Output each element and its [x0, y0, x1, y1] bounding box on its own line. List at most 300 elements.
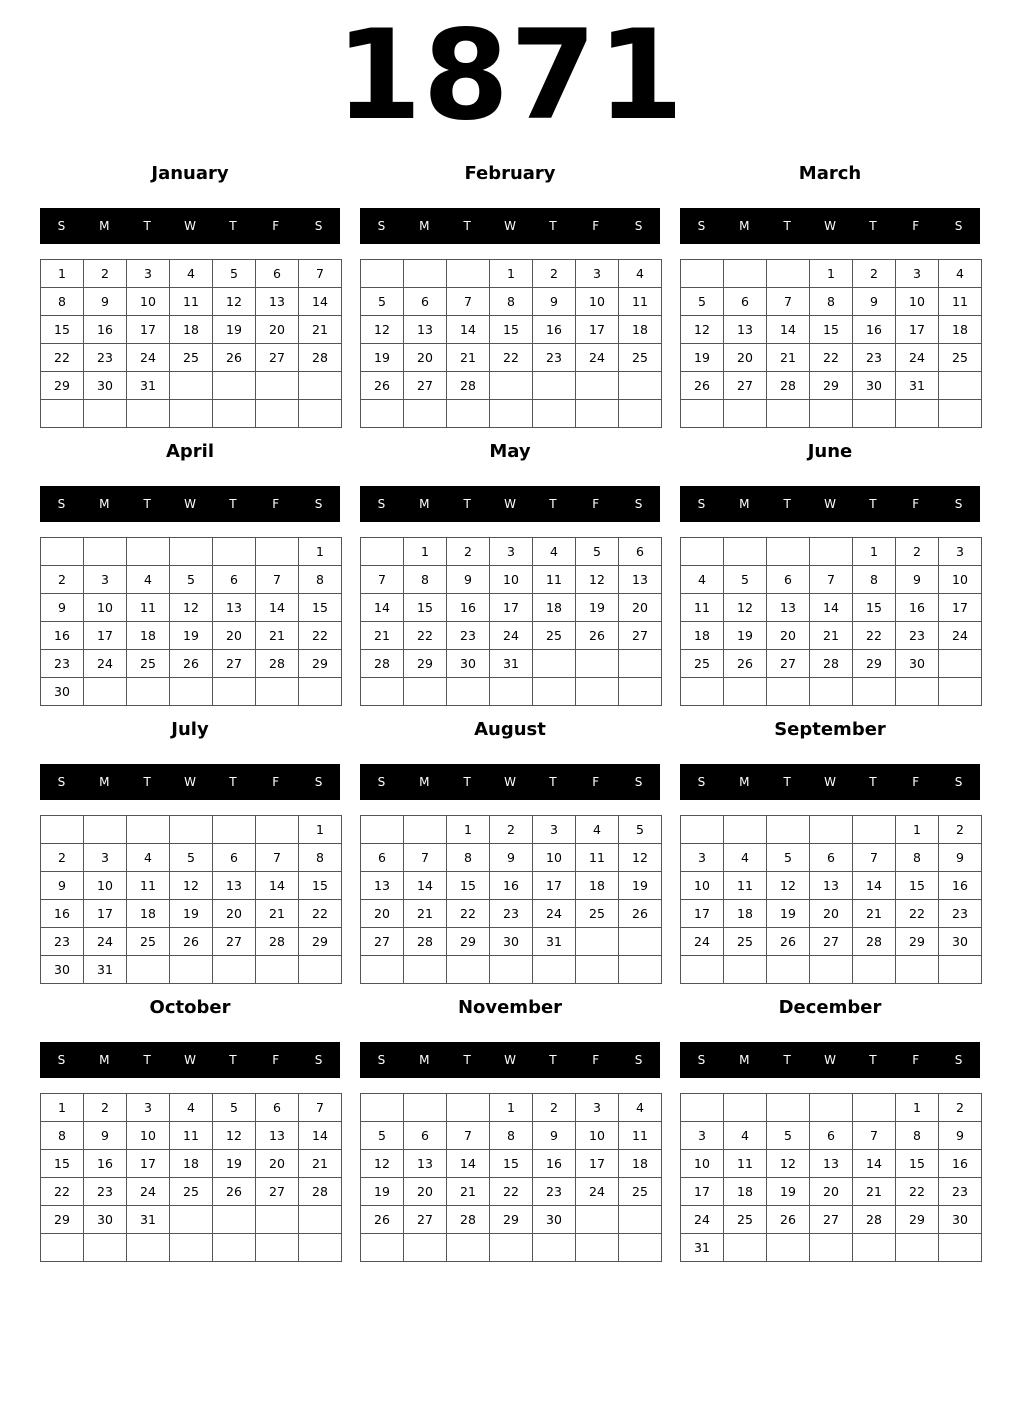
- day-cell: 2: [896, 538, 939, 566]
- day-cell: 10: [681, 1150, 724, 1178]
- day-cell: 5: [767, 844, 810, 872]
- day-cell: 9: [853, 288, 896, 316]
- week-row: [361, 316, 662, 344]
- day-cell: 27: [810, 928, 853, 956]
- empty-cell: [576, 400, 619, 428]
- week-row: [41, 650, 342, 678]
- weekday-label: T: [143, 497, 151, 511]
- week-row: [681, 316, 982, 344]
- day-cell: 17: [127, 1150, 170, 1178]
- week-row: [681, 622, 982, 650]
- weekday-header: [360, 764, 660, 800]
- day-cell: 10: [576, 288, 619, 316]
- weekday-label: F: [592, 497, 600, 511]
- day-cell: 5: [213, 260, 256, 288]
- day-cell: 10: [681, 872, 724, 900]
- day-cell: 30: [939, 928, 982, 956]
- weekday-label: T: [783, 219, 791, 233]
- week-row: [41, 344, 342, 372]
- weekday-label: T: [869, 775, 877, 789]
- day-cell: 12: [724, 594, 767, 622]
- week-row: [41, 566, 342, 594]
- day-cell: 16: [533, 1150, 576, 1178]
- weekday-label: T: [783, 1053, 791, 1067]
- empty-cell: [896, 678, 939, 706]
- day-cell: 27: [404, 1206, 447, 1234]
- empty-cell: [681, 538, 724, 566]
- day-cell: 20: [767, 622, 810, 650]
- day-cell: 31: [681, 1234, 724, 1262]
- day-cell: 2: [84, 1094, 127, 1122]
- week-row: [41, 1122, 342, 1150]
- day-cell: 10: [533, 844, 576, 872]
- week-row: [361, 1178, 662, 1206]
- day-cell: 31: [490, 650, 533, 678]
- weekday-label: W: [184, 497, 196, 511]
- day-cell: 8: [447, 844, 490, 872]
- day-cell: 12: [361, 316, 404, 344]
- day-cell: 24: [490, 622, 533, 650]
- day-cell: 25: [533, 622, 576, 650]
- day-cell: 20: [619, 594, 662, 622]
- day-cell: 10: [84, 594, 127, 622]
- week-row: [361, 1206, 662, 1234]
- day-cell: 23: [896, 622, 939, 650]
- weekday-header: [40, 208, 340, 244]
- day-cell: 1: [810, 260, 853, 288]
- day-cell: 22: [299, 900, 342, 928]
- day-cell: 24: [681, 1206, 724, 1234]
- day-cell: 21: [447, 1178, 490, 1206]
- day-cell: 18: [170, 316, 213, 344]
- weekday-label: T: [783, 775, 791, 789]
- day-cell: 22: [299, 622, 342, 650]
- day-cell: 26: [213, 344, 256, 372]
- weekday-label: S: [634, 775, 643, 789]
- month-name: April: [165, 441, 215, 462]
- day-cell: 15: [896, 1150, 939, 1178]
- weekday-label: W: [504, 497, 516, 511]
- day-cell: 16: [41, 622, 84, 650]
- day-cell: 19: [767, 900, 810, 928]
- empty-cell: [41, 538, 84, 566]
- day-cell: 18: [619, 1150, 662, 1178]
- empty-cell: [361, 538, 404, 566]
- weekday-label: S: [377, 775, 386, 789]
- day-cell: 14: [404, 872, 447, 900]
- day-cell: 11: [619, 1122, 662, 1150]
- day-cell: 6: [213, 844, 256, 872]
- day-cell: 3: [533, 816, 576, 844]
- empty-cell: [724, 678, 767, 706]
- weekday-label: S: [314, 497, 323, 511]
- day-grid: [40, 1093, 342, 1262]
- weekday-header: [360, 486, 660, 522]
- empty-cell: [810, 400, 853, 428]
- weekday-header: [680, 764, 980, 800]
- week-row: [41, 538, 342, 566]
- day-cell: 11: [619, 288, 662, 316]
- day-cell: 1: [404, 538, 447, 566]
- empty-cell: [619, 956, 662, 984]
- empty-cell: [447, 956, 490, 984]
- day-cell: 29: [404, 650, 447, 678]
- day-cell: 27: [810, 1206, 853, 1234]
- weekday-label: T: [463, 219, 471, 233]
- day-cell: 8: [404, 566, 447, 594]
- empty-cell: [84, 678, 127, 706]
- empty-cell: [533, 400, 576, 428]
- day-cell: 27: [256, 1178, 299, 1206]
- empty-cell: [170, 372, 213, 400]
- empty-cell: [213, 956, 256, 984]
- day-cell: 10: [490, 566, 533, 594]
- day-cell: 1: [896, 816, 939, 844]
- weekday-label: S: [697, 1053, 706, 1067]
- day-cell: 6: [213, 566, 256, 594]
- week-row: [361, 372, 662, 400]
- empty-cell: [447, 678, 490, 706]
- empty-cell: [447, 400, 490, 428]
- day-cell: 20: [404, 344, 447, 372]
- day-cell: 22: [447, 900, 490, 928]
- day-cell: 12: [213, 288, 256, 316]
- day-cell: 21: [853, 900, 896, 928]
- day-cell: 20: [810, 900, 853, 928]
- day-cell: 14: [810, 594, 853, 622]
- day-cell: 26: [361, 372, 404, 400]
- day-cell: 29: [447, 928, 490, 956]
- empty-cell: [681, 260, 724, 288]
- day-cell: 31: [127, 372, 170, 400]
- month-name: March: [798, 163, 862, 184]
- day-cell: 11: [576, 844, 619, 872]
- day-cell: 29: [896, 1206, 939, 1234]
- day-cell: 2: [41, 566, 84, 594]
- day-cell: 28: [447, 372, 490, 400]
- weekday-label: S: [314, 219, 323, 233]
- empty-cell: [619, 1206, 662, 1234]
- empty-cell: [404, 400, 447, 428]
- empty-cell: [213, 372, 256, 400]
- week-row: [361, 650, 662, 678]
- day-cell: 1: [299, 538, 342, 566]
- weekday-label: T: [549, 497, 557, 511]
- day-cell: 1: [41, 1094, 84, 1122]
- weekday-label: F: [592, 1053, 600, 1067]
- day-cell: 19: [576, 594, 619, 622]
- day-cell: 5: [724, 566, 767, 594]
- week-row: [361, 566, 662, 594]
- week-row: [681, 1094, 982, 1122]
- month-name: August: [474, 719, 546, 740]
- day-cell: 11: [533, 566, 576, 594]
- week-row: [681, 288, 982, 316]
- year-title: 1871: [335, 4, 685, 148]
- weekday-label: M: [99, 219, 110, 233]
- empty-cell: [490, 678, 533, 706]
- week-row: [41, 594, 342, 622]
- month-name: June: [807, 441, 853, 462]
- empty-cell: [299, 956, 342, 984]
- day-grid: [680, 815, 982, 984]
- empty-cell: [213, 678, 256, 706]
- empty-cell: [256, 816, 299, 844]
- day-cell: 3: [84, 566, 127, 594]
- day-cell: 27: [724, 372, 767, 400]
- day-cell: 21: [853, 1178, 896, 1206]
- day-cell: 6: [810, 1122, 853, 1150]
- day-cell: 13: [213, 594, 256, 622]
- day-cell: 21: [256, 900, 299, 928]
- empty-cell: [896, 400, 939, 428]
- day-cell: 30: [853, 372, 896, 400]
- day-cell: 23: [84, 344, 127, 372]
- day-cell: 10: [896, 288, 939, 316]
- day-cell: 14: [447, 316, 490, 344]
- weekday-label: M: [419, 497, 430, 511]
- weekday-label: W: [504, 775, 516, 789]
- day-cell: 28: [361, 650, 404, 678]
- day-cell: 7: [299, 1094, 342, 1122]
- empty-cell: [681, 816, 724, 844]
- weekday-label: M: [419, 1053, 430, 1067]
- day-cell: 23: [41, 928, 84, 956]
- day-cell: 6: [619, 538, 662, 566]
- weekday-label: W: [184, 219, 196, 233]
- day-cell: 30: [896, 650, 939, 678]
- empty-cell: [810, 538, 853, 566]
- weekday-label: S: [954, 497, 963, 511]
- day-cell: 30: [41, 956, 84, 984]
- empty-cell: [767, 1234, 810, 1262]
- empty-cell: [619, 678, 662, 706]
- weekday-label: T: [229, 1053, 237, 1067]
- day-cell: 11: [724, 1150, 767, 1178]
- empty-cell: [853, 678, 896, 706]
- day-cell: 25: [576, 900, 619, 928]
- month-name: July: [171, 719, 209, 740]
- day-grid: [360, 537, 662, 706]
- empty-cell: [404, 816, 447, 844]
- empty-cell: [681, 400, 724, 428]
- day-cell: 11: [127, 594, 170, 622]
- weekday-label: T: [463, 775, 471, 789]
- day-cell: 25: [127, 928, 170, 956]
- day-cell: 30: [84, 372, 127, 400]
- empty-cell: [170, 1234, 213, 1262]
- week-row: [41, 844, 342, 872]
- weekday-label: T: [463, 497, 471, 511]
- day-cell: 29: [490, 1206, 533, 1234]
- day-cell: 9: [939, 1122, 982, 1150]
- day-cell: 23: [853, 344, 896, 372]
- day-cell: 7: [361, 566, 404, 594]
- day-cell: 7: [299, 260, 342, 288]
- week-row: [681, 872, 982, 900]
- empty-cell: [533, 678, 576, 706]
- day-cell: 9: [41, 872, 84, 900]
- day-cell: 20: [256, 1150, 299, 1178]
- weekday-label: F: [912, 219, 920, 233]
- day-cell: 19: [681, 344, 724, 372]
- empty-cell: [767, 816, 810, 844]
- day-cell: 22: [490, 1178, 533, 1206]
- day-cell: 4: [939, 260, 982, 288]
- weekday-label: W: [504, 219, 516, 233]
- empty-cell: [767, 956, 810, 984]
- weekday-label: S: [954, 1053, 963, 1067]
- day-cell: 30: [84, 1206, 127, 1234]
- day-cell: 22: [41, 344, 84, 372]
- day-cell: 20: [361, 900, 404, 928]
- day-cell: 17: [681, 1178, 724, 1206]
- day-cell: 15: [41, 316, 84, 344]
- empty-cell: [299, 1234, 342, 1262]
- empty-cell: [853, 956, 896, 984]
- empty-cell: [853, 1094, 896, 1122]
- day-cell: 25: [170, 1178, 213, 1206]
- month-name: May: [489, 441, 531, 462]
- day-cell: 30: [447, 650, 490, 678]
- day-cell: 2: [533, 260, 576, 288]
- day-cell: 4: [127, 566, 170, 594]
- empty-cell: [490, 400, 533, 428]
- weekday-header: [360, 208, 660, 244]
- day-cell: 14: [853, 1150, 896, 1178]
- day-cell: 10: [939, 566, 982, 594]
- empty-cell: [939, 650, 982, 678]
- day-cell: 31: [84, 956, 127, 984]
- day-cell: 3: [681, 844, 724, 872]
- empty-cell: [127, 400, 170, 428]
- day-cell: 2: [84, 260, 127, 288]
- day-cell: 3: [127, 260, 170, 288]
- day-cell: 22: [490, 344, 533, 372]
- empty-cell: [213, 538, 256, 566]
- day-cell: 5: [767, 1122, 810, 1150]
- empty-cell: [127, 678, 170, 706]
- day-cell: 25: [619, 1178, 662, 1206]
- month-name: September: [774, 719, 886, 740]
- day-cell: 3: [490, 538, 533, 566]
- day-cell: 8: [299, 844, 342, 872]
- day-cell: 12: [681, 316, 724, 344]
- day-cell: 21: [299, 316, 342, 344]
- week-row: [681, 1122, 982, 1150]
- day-cell: 16: [84, 1150, 127, 1178]
- weekday-label: M: [739, 497, 750, 511]
- day-cell: 14: [361, 594, 404, 622]
- day-cell: 3: [127, 1094, 170, 1122]
- day-cell: 26: [767, 928, 810, 956]
- day-cell: 21: [767, 344, 810, 372]
- day-cell: 28: [767, 372, 810, 400]
- day-cell: 16: [41, 900, 84, 928]
- day-cell: 7: [853, 844, 896, 872]
- weekday-label: S: [314, 775, 323, 789]
- empty-cell: [533, 1234, 576, 1262]
- day-cell: 11: [681, 594, 724, 622]
- day-cell: 23: [939, 900, 982, 928]
- day-cell: 24: [576, 1178, 619, 1206]
- week-row: [361, 928, 662, 956]
- empty-cell: [939, 372, 982, 400]
- empty-cell: [256, 678, 299, 706]
- day-cell: 3: [84, 844, 127, 872]
- day-cell: 5: [576, 538, 619, 566]
- empty-cell: [41, 1234, 84, 1262]
- day-cell: 8: [41, 1122, 84, 1150]
- week-row: [41, 956, 342, 984]
- day-cell: 21: [256, 622, 299, 650]
- day-cell: 28: [256, 928, 299, 956]
- week-row: [41, 622, 342, 650]
- day-cell: 4: [170, 1094, 213, 1122]
- month-name: February: [464, 163, 556, 184]
- day-cell: 4: [619, 260, 662, 288]
- empty-cell: [533, 956, 576, 984]
- weekday-label: T: [869, 219, 877, 233]
- day-cell: 1: [41, 260, 84, 288]
- day-cell: 16: [533, 316, 576, 344]
- day-cell: 15: [447, 872, 490, 900]
- empty-cell: [576, 678, 619, 706]
- empty-cell: [939, 1234, 982, 1262]
- day-cell: 18: [576, 872, 619, 900]
- week-row: [41, 372, 342, 400]
- weekday-label: T: [869, 497, 877, 511]
- day-cell: 19: [213, 316, 256, 344]
- day-cell: 27: [361, 928, 404, 956]
- day-cell: 8: [490, 288, 533, 316]
- day-cell: 16: [853, 316, 896, 344]
- day-cell: 29: [299, 650, 342, 678]
- day-cell: 24: [896, 344, 939, 372]
- week-row: [681, 1234, 982, 1262]
- weekday-label: W: [184, 775, 196, 789]
- empty-cell: [170, 400, 213, 428]
- week-row: [41, 1206, 342, 1234]
- day-grid: [680, 537, 982, 706]
- empty-cell: [84, 816, 127, 844]
- empty-cell: [619, 372, 662, 400]
- day-cell: 6: [810, 844, 853, 872]
- day-cell: 20: [256, 316, 299, 344]
- weekday-label: S: [377, 497, 386, 511]
- day-cell: 9: [84, 1122, 127, 1150]
- day-cell: 4: [576, 816, 619, 844]
- empty-cell: [576, 1206, 619, 1234]
- empty-cell: [767, 400, 810, 428]
- day-cell: 23: [533, 344, 576, 372]
- week-row: [681, 844, 982, 872]
- empty-cell: [127, 816, 170, 844]
- day-grid: [680, 1093, 982, 1262]
- week-row: [41, 260, 342, 288]
- day-cell: 31: [896, 372, 939, 400]
- day-cell: 28: [299, 344, 342, 372]
- day-grid: [360, 815, 662, 984]
- day-cell: 2: [853, 260, 896, 288]
- day-cell: 23: [84, 1178, 127, 1206]
- weekday-header: [40, 486, 340, 522]
- day-cell: 13: [361, 872, 404, 900]
- day-cell: 13: [810, 872, 853, 900]
- day-cell: 29: [41, 372, 84, 400]
- day-cell: 25: [681, 650, 724, 678]
- day-cell: 2: [41, 844, 84, 872]
